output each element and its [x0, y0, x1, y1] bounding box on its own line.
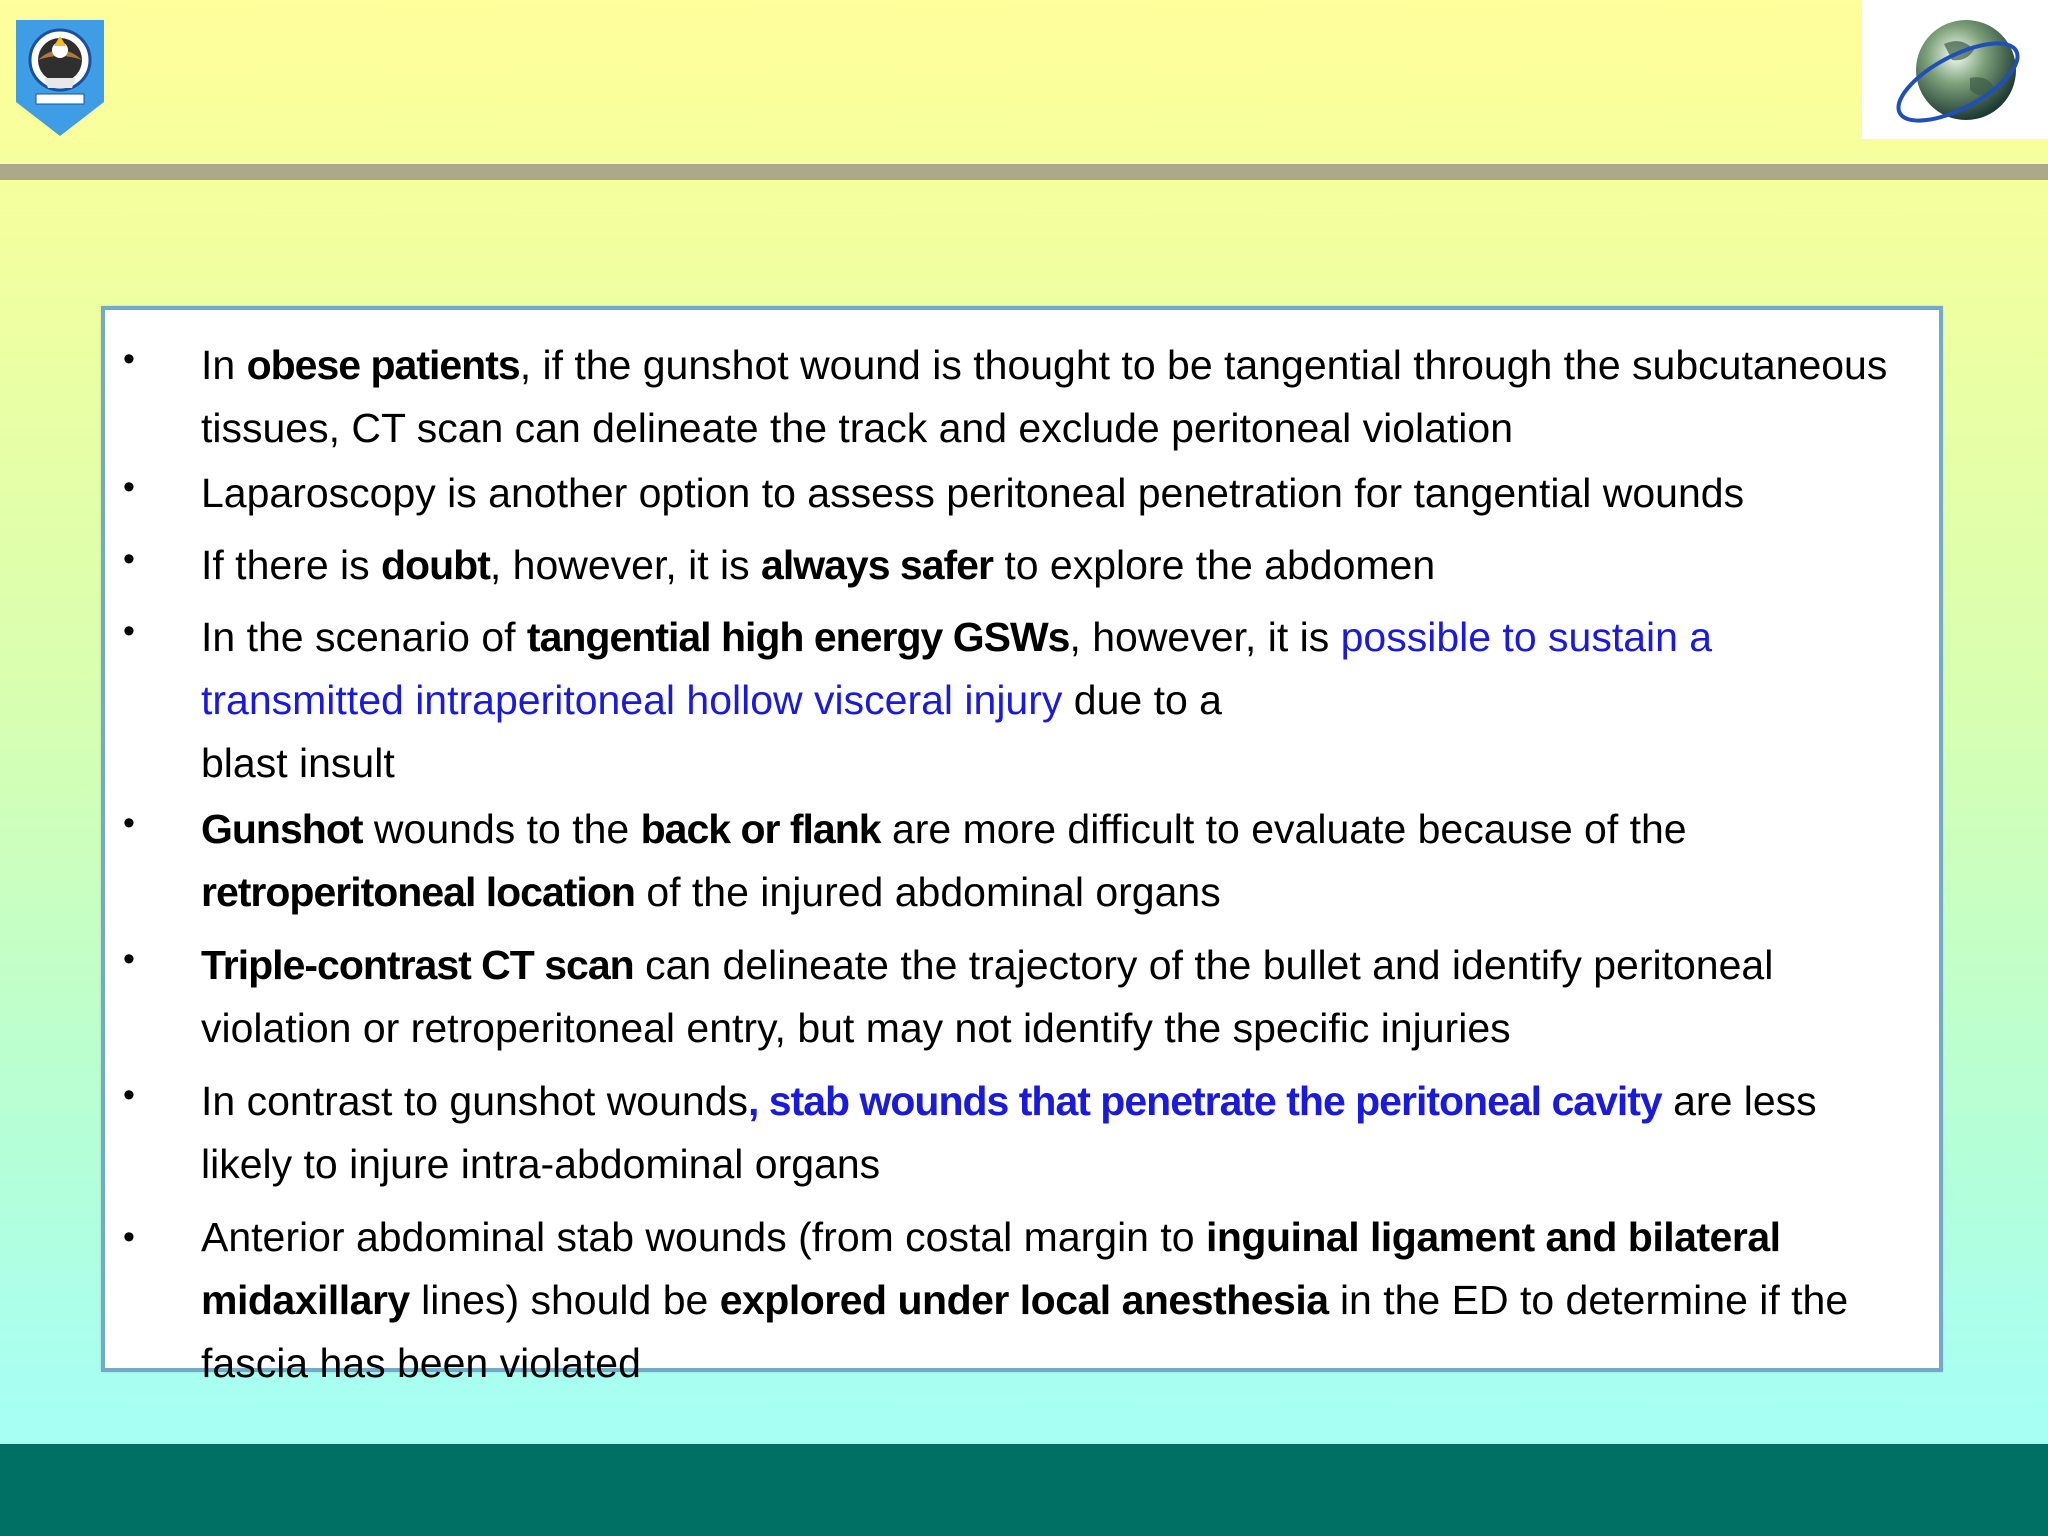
footer-band [0, 1444, 2048, 1536]
bullet-item [105, 798, 1939, 924]
bullet-text-segment: Triple-contrast CT scan [201, 942, 634, 988]
bullet-dot: • [123, 1076, 135, 1114]
bullet-dot: • [123, 340, 135, 378]
bullet-item [105, 606, 1939, 795]
bullet-text-segment: of the injured abdominal organs [634, 869, 1221, 915]
bullet-text-segment: inguinal [1205, 1214, 1360, 1260]
bullet-text-segment: , if the gunshot wound is thought to be tangential through the subcutaneous tissues, CT scan can delineate the track and exclude peritoneal violation [201, 342, 1888, 451]
bullet-text-segment: are more difficult to evaluate because of the [880, 806, 1687, 852]
university-seal-logo [14, 16, 106, 138]
bullet-text-segment: in the ED to determine if the fascia has been violated [201, 1277, 1849, 1386]
bullet-text-segment: lines) should be [409, 1277, 720, 1323]
bullet-text-segment: explored under local anesthesia [719, 1277, 1329, 1323]
bullet-text-segment: can delineate the trajectory of the bullet and identify peritoneal violation or retroperitoneal entry, but may not identify the specific injuries [201, 942, 1774, 1051]
bullet-text-segment: blast insult [201, 740, 395, 786]
bullet-text-segment: In the scenario of [201, 614, 527, 660]
bullet-text-segment: possible to sustain a transmitted intraperitoneal hollow visceral injury [201, 614, 1713, 723]
header-divider [0, 164, 2048, 180]
bullet-text-segment: to explore the abdomen [992, 542, 1436, 588]
bullet-dot: • [123, 804, 135, 842]
bullet-text-segment: Laparoscopy is another option to assess peritoneal penetration for tangential wounds [201, 470, 1745, 516]
bullet-item [105, 934, 1939, 1060]
bullet-text-segment: due to a [1062, 677, 1222, 723]
bullet-text-segment: back or flank [640, 806, 881, 852]
bullet-text-segment: retroperitoneal location [201, 869, 635, 915]
bullet-text-segment: ligament and bilateral midaxillary [201, 1214, 1781, 1323]
bullet-item [105, 534, 1939, 597]
bullet-text-segment: wounds to the [362, 806, 641, 852]
bullet-dot: • [123, 468, 135, 506]
bullet-text-segment: In contrast to gunshot wounds [201, 1078, 749, 1124]
bullet-text-segment: , however, it is [489, 542, 762, 588]
bullet-text-segment: , however, it is [1069, 614, 1341, 660]
bullet-text-segment: If there is [201, 542, 382, 588]
bullet-dot: • [123, 940, 135, 978]
bullet-text-segment: are less likely to injure intra-abdominal organs [201, 1078, 1817, 1187]
bullet-item [105, 1206, 1939, 1395]
bullet-text-segment: Anterior abdominal stab wounds (from costal margin to [201, 1214, 1206, 1260]
bullet-text-segment: tangential high energy GSWs [526, 614, 1070, 660]
bullet-item [105, 462, 1939, 525]
bullet-item [105, 334, 1939, 460]
bullet-dot: • [123, 1218, 135, 1256]
bullet-text-segment: always safer [761, 542, 993, 588]
bullet-text-segment: Gunshot [201, 806, 363, 852]
bullet-text-segment: doubt [381, 542, 490, 588]
bullet-text-segment: obese patients [246, 342, 520, 388]
bullet-text-segment: , stab wounds that penetrate the peritoneal cavity [748, 1078, 1662, 1124]
globe-logo [1862, 0, 2048, 139]
bullet-item [105, 1070, 1939, 1196]
bullet-dot: • [123, 612, 135, 650]
bullet-text-segment: In [201, 342, 247, 388]
bullet-dot: • [123, 540, 135, 578]
content-box [101, 306, 1943, 1386]
